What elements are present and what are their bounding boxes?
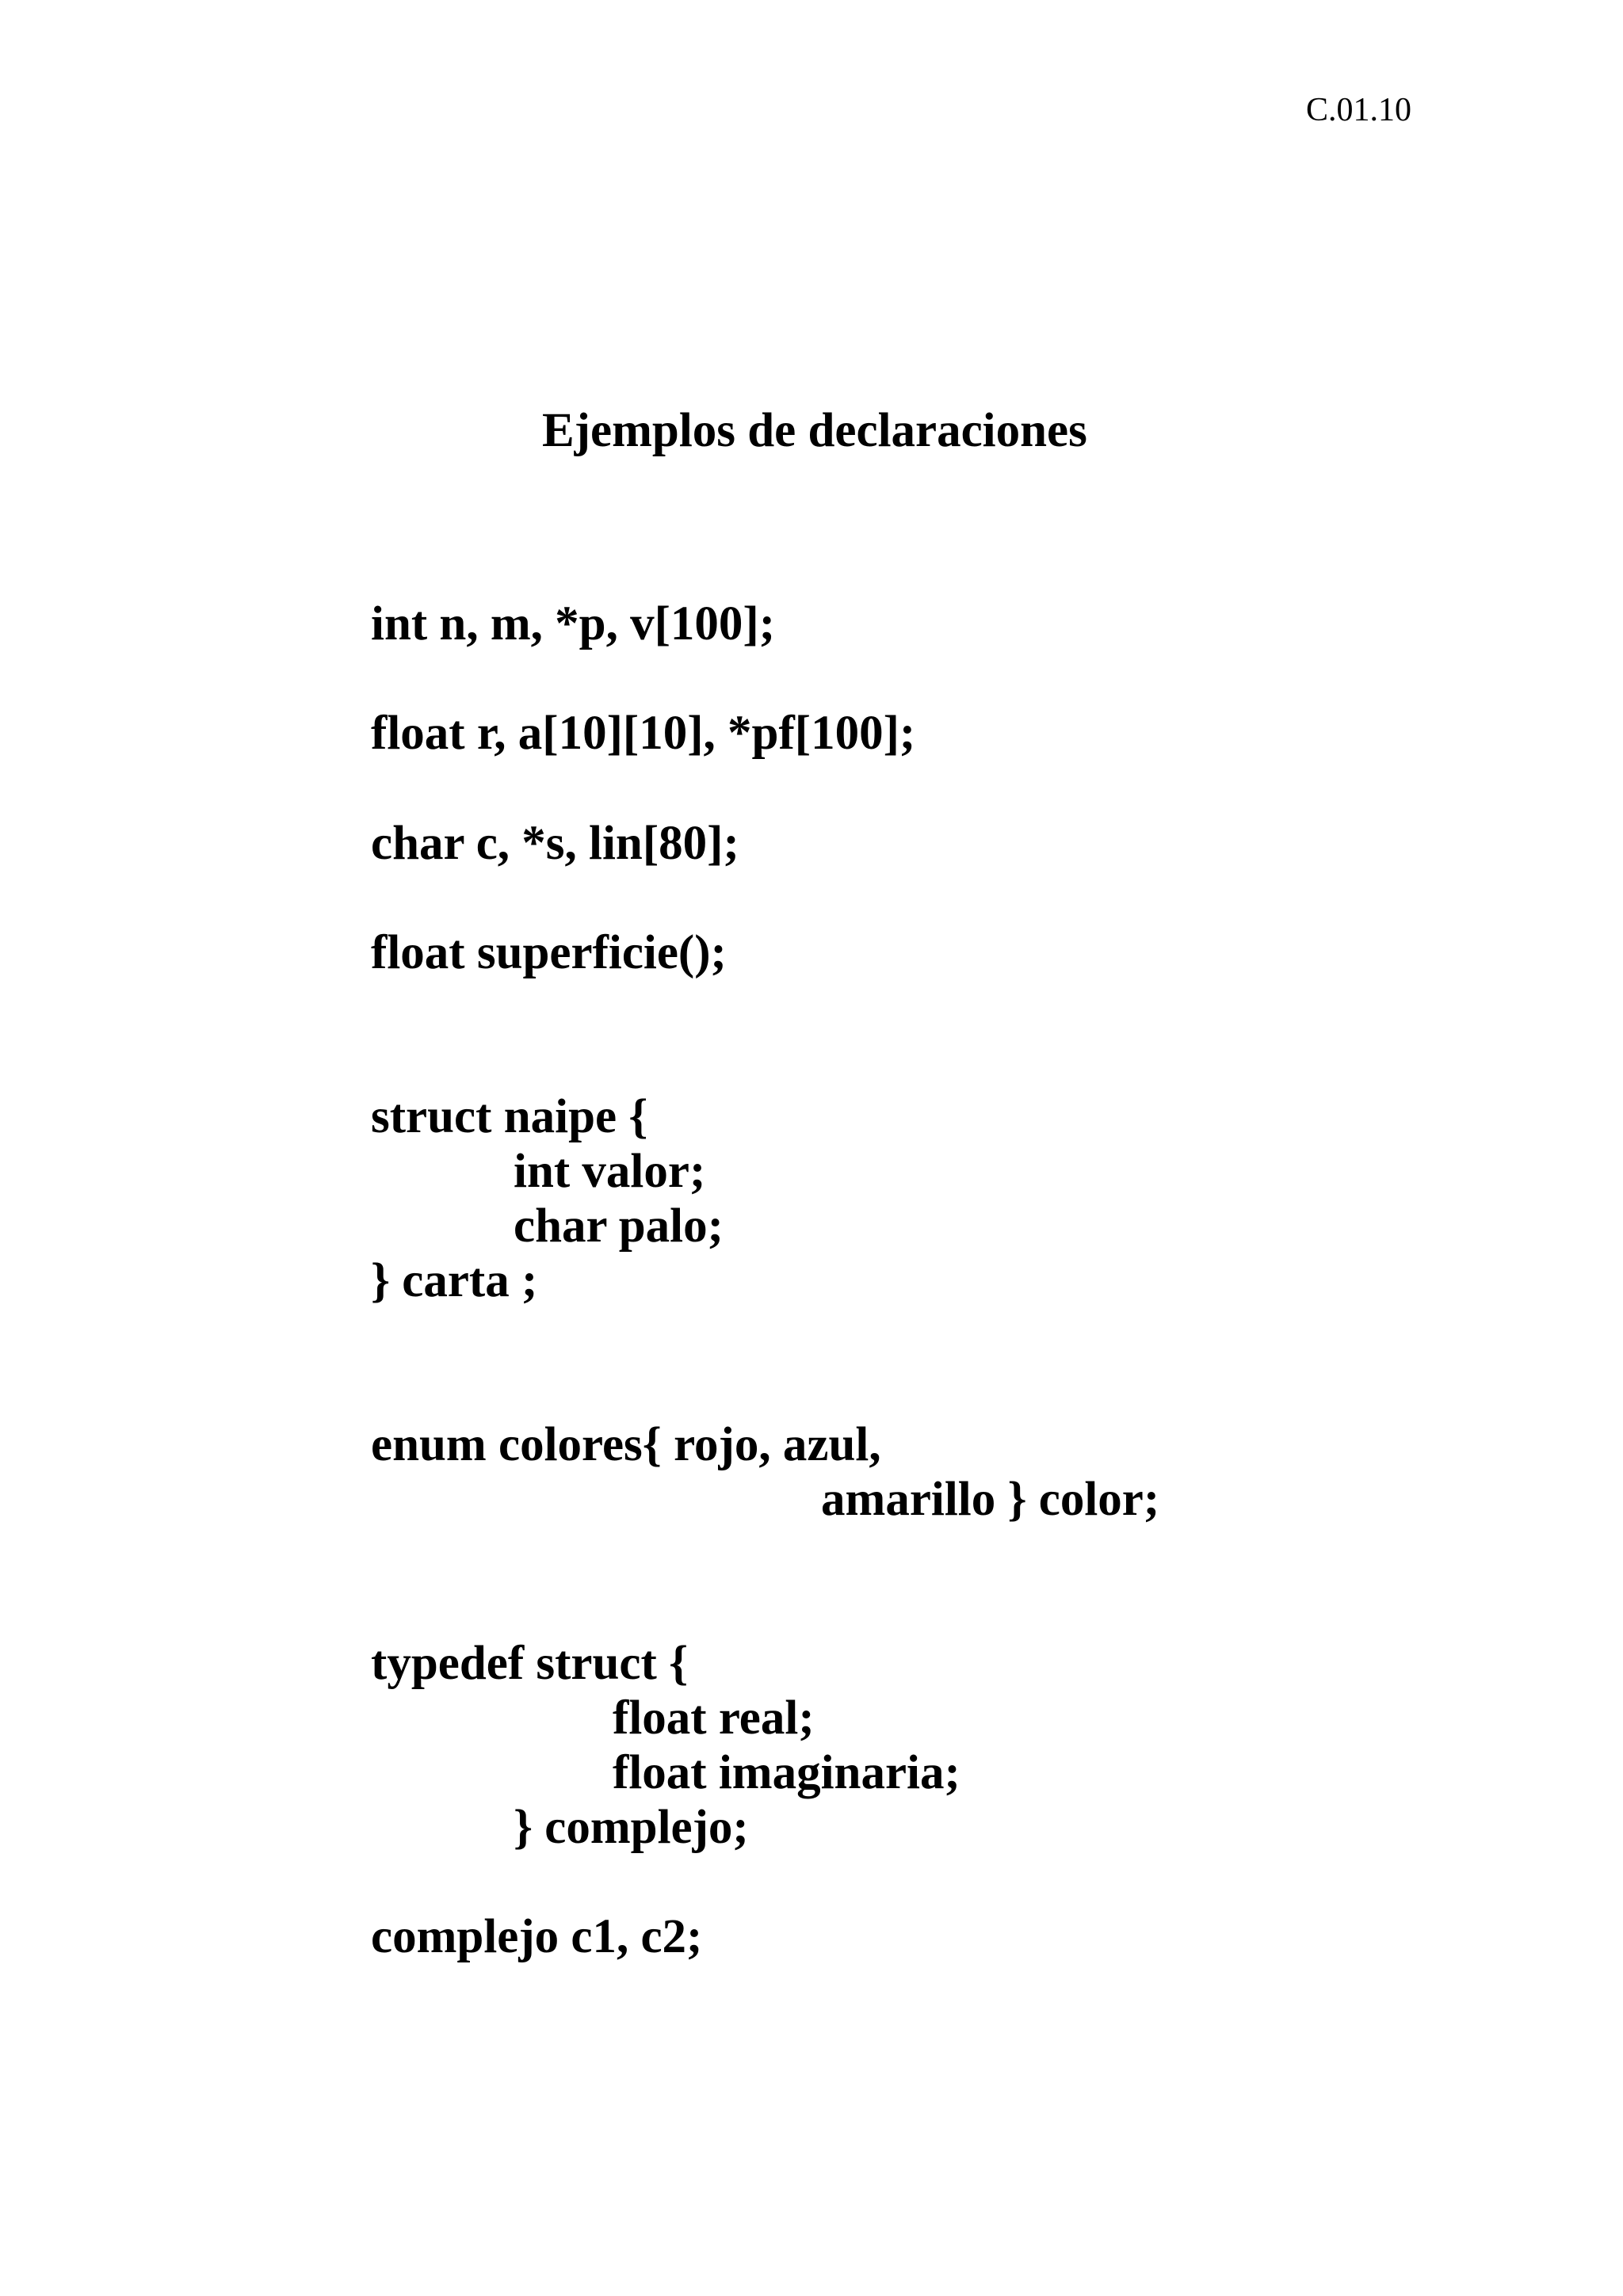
code-line-typedef-open: typedef struct { [371, 1637, 689, 1690]
code-line-struct-open: struct naipe { [371, 1090, 648, 1143]
code-line-struct-close: } carta ; [371, 1254, 538, 1307]
code-line-typedef-real: float real; [613, 1691, 815, 1745]
code-line-typedef-imaginaria: float imaginaria; [613, 1746, 960, 1799]
code-line-enum-open: enum colores{ rojo, azul, [371, 1418, 881, 1471]
code-line-char: char c, *s, lin[80]; [371, 817, 739, 870]
code-line-struct-valor: int valor; [514, 1145, 706, 1198]
code-line-float-array: float r, a[10][10], *pf[100]; [371, 707, 916, 760]
code-line-complejo-vars: complejo c1, c2; [371, 1910, 703, 1963]
page-title: Ejemplos de declaraciones [542, 404, 1087, 457]
code-line-int: int n, m, *p, v[100]; [371, 597, 776, 650]
code-line-typedef-close: } complejo; [514, 1801, 749, 1854]
code-line-function: float superficie(); [371, 926, 727, 979]
code-line-enum-close: amarillo } color; [821, 1473, 1160, 1526]
code-line-struct-palo: char palo; [514, 1199, 724, 1253]
page-reference: C.01.10 [1306, 92, 1412, 128]
